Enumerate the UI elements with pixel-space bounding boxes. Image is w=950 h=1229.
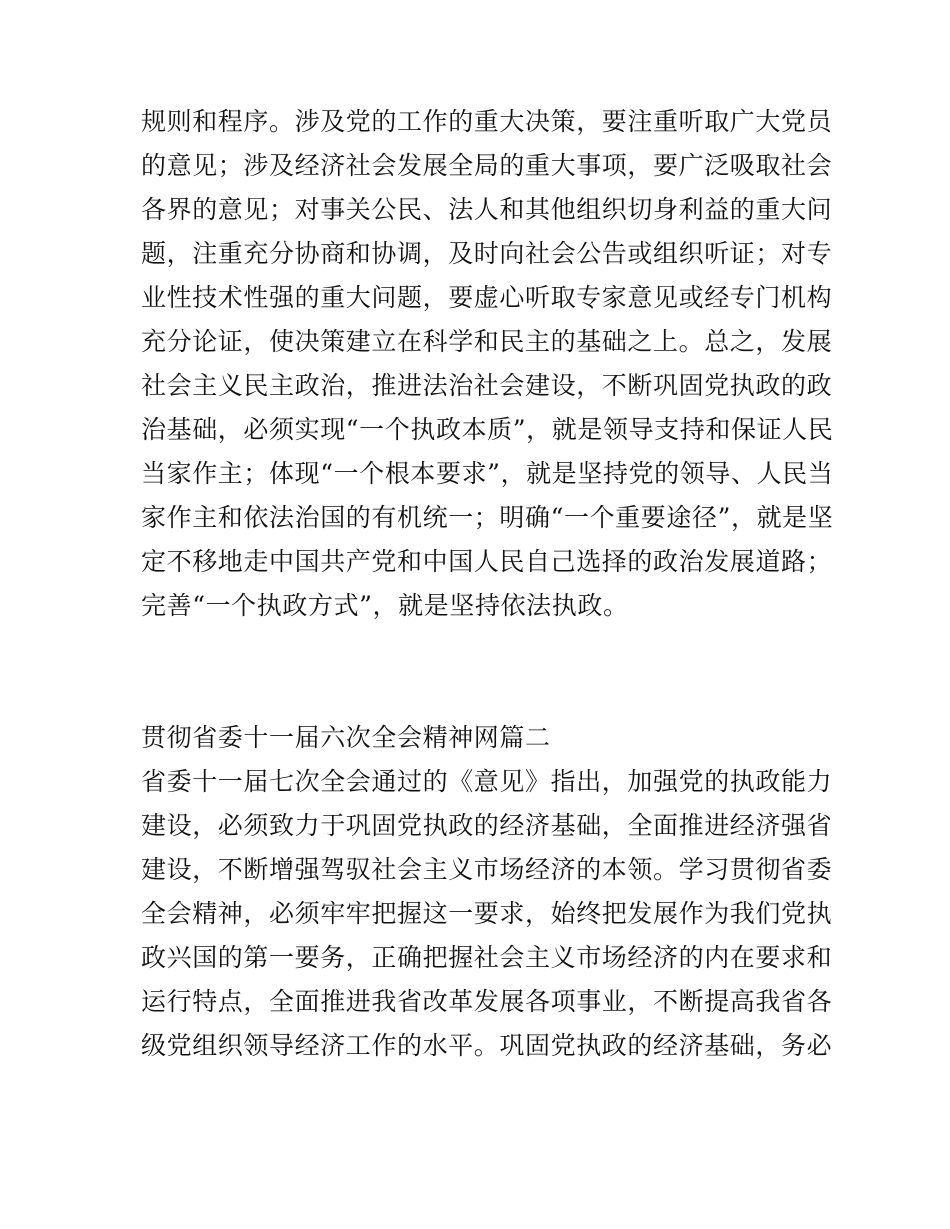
paragraph-1-line: 社会主义民主政治，推进法治社会建设，不断巩固党执政的政 [141,371,833,400]
paragraph-1-line: 定不移地走中国共产党和中国人民自己选择的政治发展道路； [141,547,833,576]
section-heading-block [141,716,821,760]
paragraph-1-line: 当家作主；体现“一个根本要求”，就是坚持党的领导、人民当 [141,459,834,488]
paragraph-2 [141,760,833,1068]
paragraph-1-line: 规则和程序。涉及党的工作的重大决策，要注重听取广大党员 [141,107,833,136]
paragraph-1-line: 的意见；涉及经济社会发展全局的重大事项，要广泛吸取社会 [141,151,833,180]
paragraph-2-line: 省委十一届七次全会通过的《意见》指出，加强党的执政能力 [141,767,833,796]
paragraph-1-line: 业性技术性强的重大问题，要虚心听取专家意见或经专门机构 [141,283,833,312]
paragraph-2-line: 建设，必须致力于巩固党执政的经济基础，全面推进经济强省 [141,811,833,840]
paragraph-1-line: 家作主和依法治国的有机统一；明确“一个重要途径”，就是坚 [141,503,834,532]
paragraph-1 [141,100,834,628]
paragraph-2-line: 全会精神，必须牢牢把握这一要求，始终把发展作为我们党执 [141,899,833,928]
paragraph-1-line: 完善“一个执政方式”，就是坚持依法执政。 [141,591,629,620]
paragraph-1-line: 治基础，必须实现“一个执政本质”，就是领导支持和保证人民 [141,415,834,444]
paragraph-2-line: 级党组织领导经济工作的水平。巩固党执政的经济基础，务必 [141,1031,833,1060]
paragraph-1-line: 充分论证，使决策建立在科学和民主的基础之上。总之，发展 [141,327,833,356]
paragraph-1-line: 题，注重充分协商和协调，及时向社会公告或组织听证；对专 [141,239,833,268]
paragraph-1-line: 各界的意见；对事关公民、法人和其他组织切身利益的重大问 [141,195,833,224]
paragraph-2-line: 政兴国的第一要务，正确把握社会主义市场经济的内在要求和 [141,943,833,972]
paragraph-2-line: 运行特点，全面推进我省改革发展各项事业，不断提高我省各 [141,987,833,1016]
section-heading: 贯彻省委十一届六次全会精神网篇二 [141,723,551,752]
paragraph-2-line: 建设，不断增强驾驭社会主义市场经济的本领。学习贯彻省委 [141,855,833,884]
